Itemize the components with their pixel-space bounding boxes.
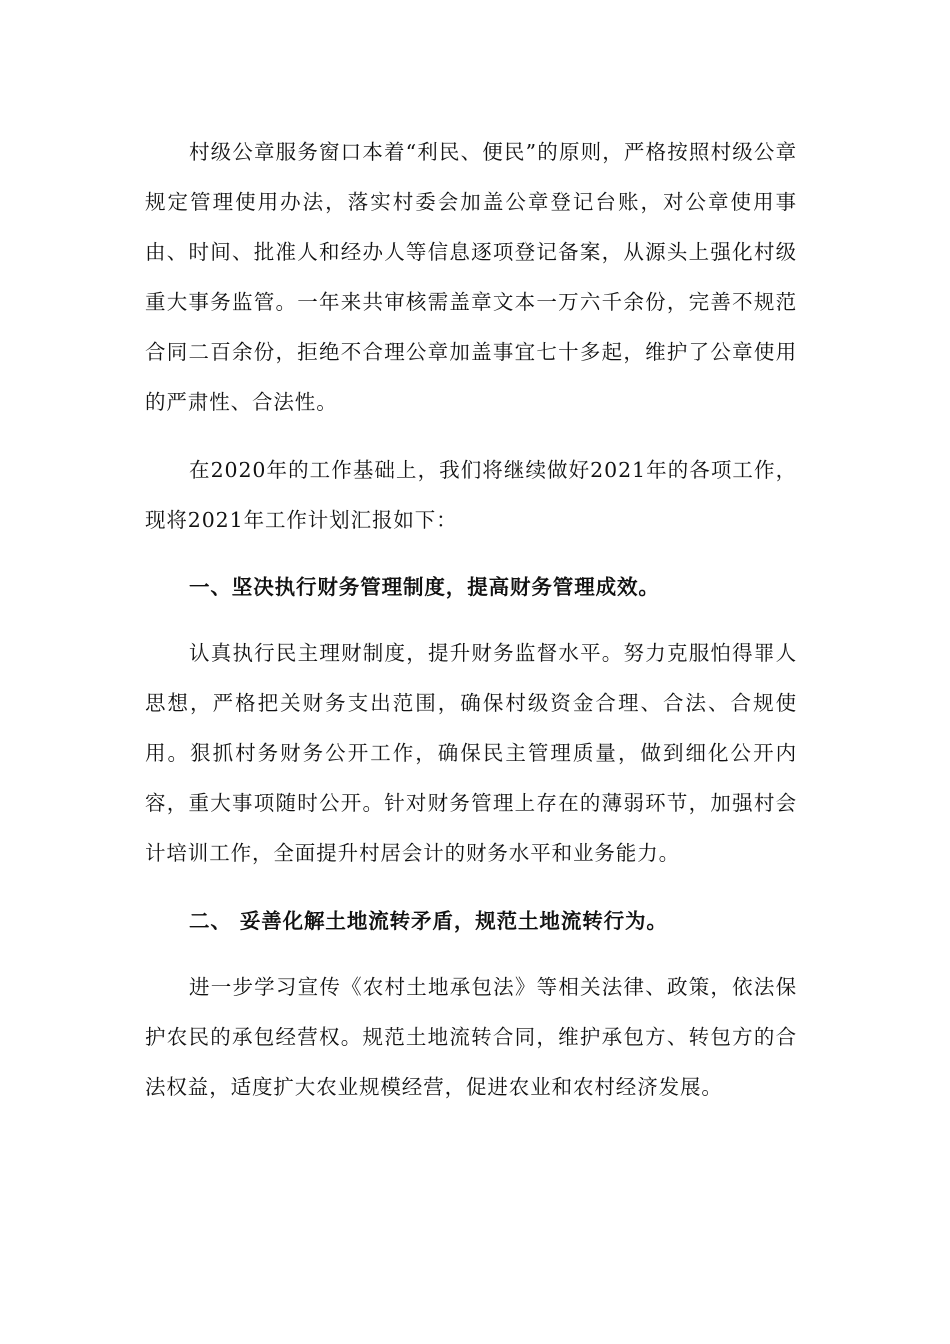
paragraph-land-transfer: 进一步学习宣传《农村土地承包法》等相关法律、政策，依法保护农民的承包经营权。规范土地流转合同，维护承包方、转包方的合法权益，适度扩大农业规模经营，促进农业和农村经济发展。: [145, 975, 797, 1099]
section-heading-finance: 一、坚决执行财务管理制度，提高财务管理成效。: [189, 575, 660, 599]
paragraph-finance: 认真执行民主理财制度，提升财务监督水平。努力克服怕得罪人思想，严格把关财务支出范围，确保村级资金合理、合法、合规使用。狠抓村务财务公开工作，确保民主管理质量，做到细化公开内容，重大事项随时公开。针对财务管理上存在的薄弱环节，加强村会计培训工作，全面提升村居会计的财务水平和业务能力。: [145, 641, 797, 865]
paragraph-seal-service: 村级公章服务窗口本着“利民、便民”的原则，严格按照村级公章规定管理使用办法，落实村委会加盖公章登记台账，对公章使用事由、时间、批准人和经办人等信息逐项登记备案，从源头上强化村级重大事务监管。一年来共审核需盖章文本一万六千余份，完善不规范合同二百余份，拒绝不合理公章加盖事宜七十多起，维护了公章使用的严肃性、合法性。: [145, 140, 797, 414]
section-heading-land-transfer: 二、 妥善化解土地流转矛盾，规范土地流转行为。: [189, 909, 668, 933]
paragraph-plan-intro: 在2020年的工作基础上，我们将继续做好2021年的各项工作，现将2021年工作计划汇报如下：: [145, 458, 797, 532]
